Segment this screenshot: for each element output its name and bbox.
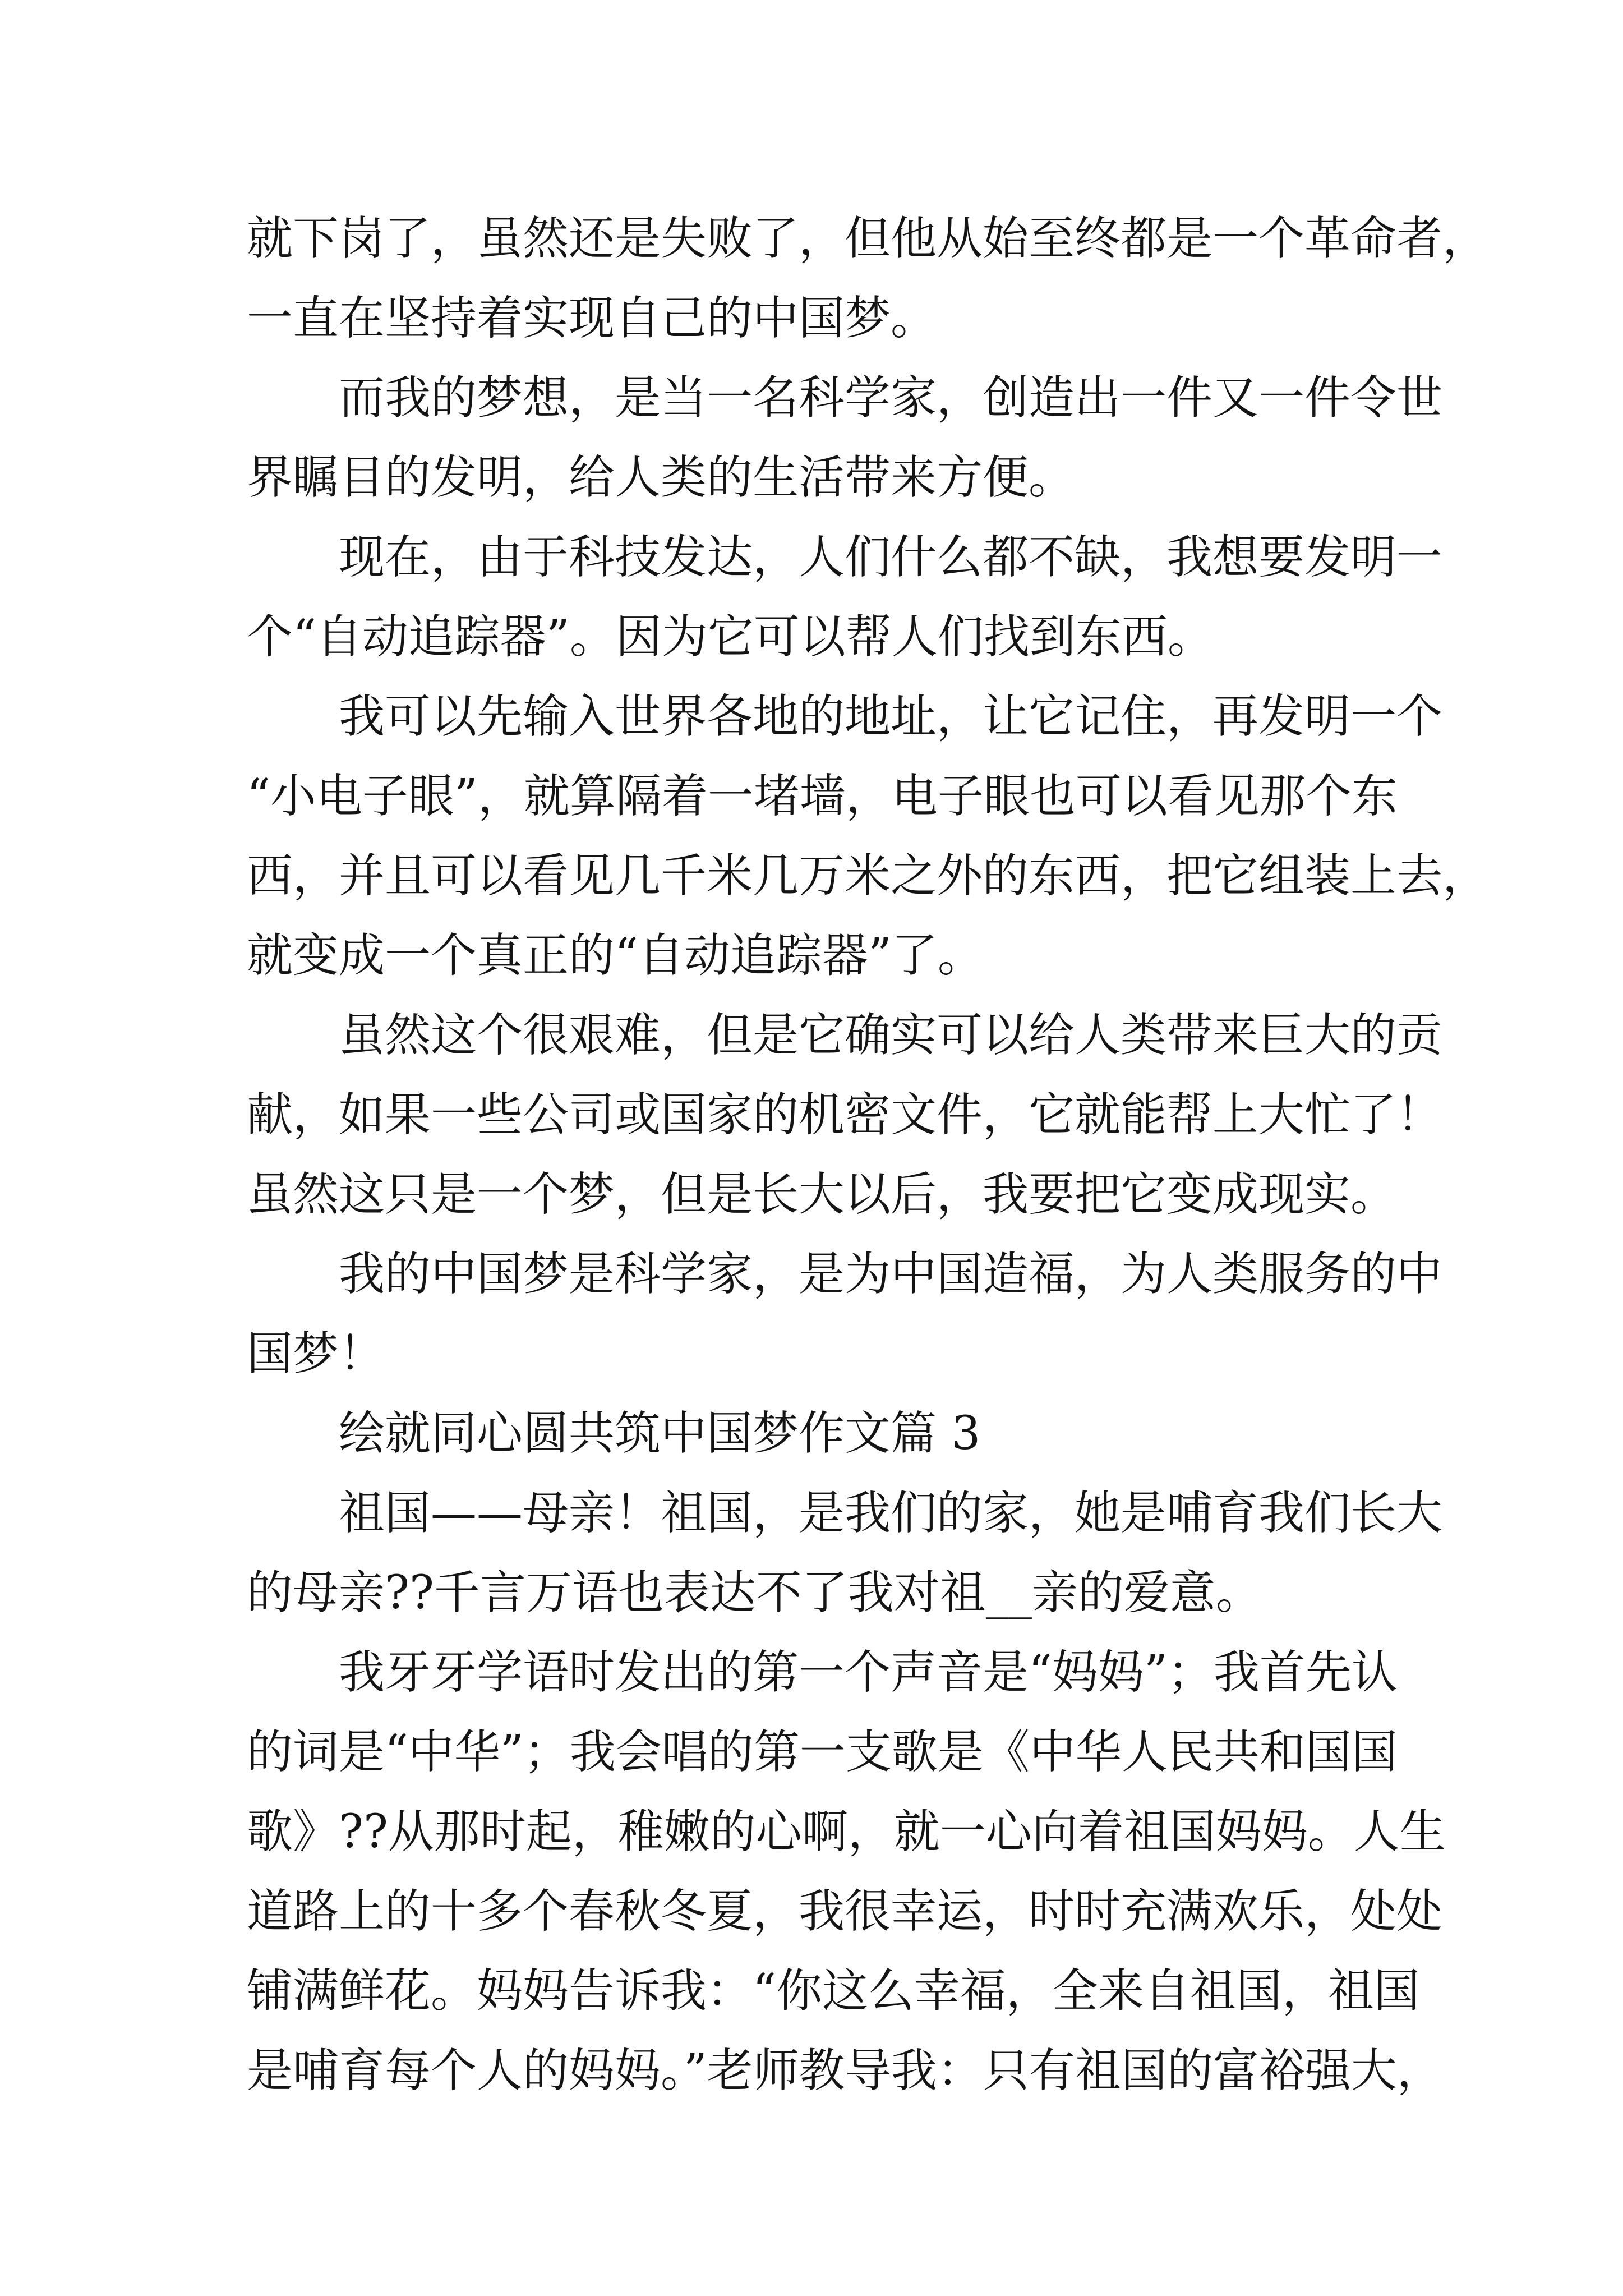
text-line: 就下岗了，虽然还是失败了，但他从始至终都是一个革命者， <box>247 212 1489 265</box>
paragraph-start-line: 虽然这个很艰难，但是它确实可以给人类带来巨大的贡 <box>339 1009 1443 1062</box>
paragraph-start-line: 祖国——母亲！祖国，是我们的家，她是哺育我们长大 <box>339 1487 1443 1540</box>
essay-text <box>247 199 1489 2111</box>
text-line: “小电子眼”，就算隔着一堵墙，电子眼也可以看见那个东 <box>247 770 1398 823</box>
text-line: 西，并且可以看见几千米几万米之外的东西，把它组装上去， <box>247 849 1489 903</box>
paragraph-start-line: 而我的梦想，是当一名科学家，创造出一件又一件令世 <box>339 371 1443 425</box>
text-line: 的词是“中华”；我会唱的第一支歌是《中华人民共和国国 <box>247 1726 1398 1779</box>
text-line: 就变成一个真正的“自动追踪器”了。 <box>247 929 984 982</box>
text-line: 个“自动追踪器”。因为它可以帮人们找到东西。 <box>247 610 1214 664</box>
text-line: 歌》??从那时起，稚嫩的心啊，就一心向着祖国妈妈。人生 <box>247 1805 1446 1858</box>
paragraph-start-line: 现在，由于科技发达，人们什么都不缺，我想要发明一 <box>339 531 1443 584</box>
section-heading: 绘就同心圆共筑中国梦作文篇 3 <box>339 1407 981 1460</box>
text-line: 是哺育每个人的妈妈。”老师教导我：只有祖国的富裕强大， <box>247 2044 1443 2097</box>
text-line: 国梦！ <box>247 1327 385 1381</box>
text-line: 的母亲??千言万语也表达不了我对祖__亲的爱意。 <box>247 1566 1262 1619</box>
paragraph-start-line: 我的中国梦是科学家，是为中国造福，为人类服务的中 <box>339 1248 1443 1301</box>
paragraph-start-line: 我可以先输入世界各地的地址，让它记住，再发明一个 <box>339 690 1443 743</box>
text-line: 献，如果一些公司或国家的机密文件，它就能帮上大忙了！ <box>247 1088 1443 1142</box>
text-line: 界瞩目的发明，给人类的生活带来方便。 <box>247 451 1075 504</box>
paragraph-start-line: 我牙牙学语时发出的第一个声音是“妈妈”；我首先认 <box>339 1646 1398 1699</box>
text-line: 虽然这只是一个梦，但是长大以后，我要把它变成现实。 <box>247 1168 1397 1221</box>
text-line: 道路上的十多个春秋冬夏，我很幸运，时时充满欢乐，处处 <box>247 1885 1443 1938</box>
text-line: 一直在坚持着实现自己的中国梦。 <box>247 292 937 345</box>
text-line: 铺满鲜花。妈妈告诉我：“你这么幸福，全来自祖国，祖国 <box>247 1964 1420 2018</box>
